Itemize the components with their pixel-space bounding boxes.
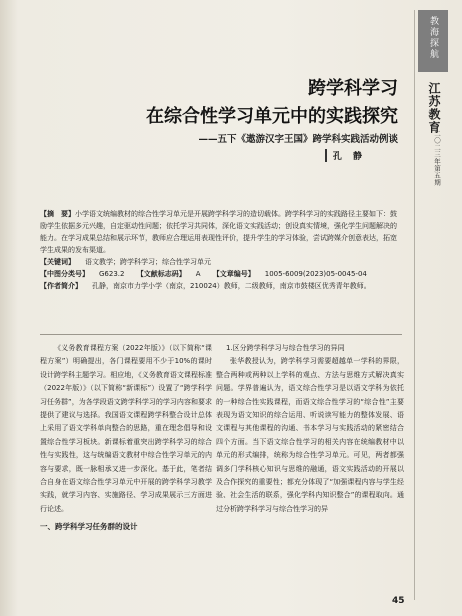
author-info-text: 孔静，南京市力学小学（南京，210024）教师，二级教师，南京市鼓楼区优秀青年教师。	[92, 282, 371, 290]
body-column-left	[40, 342, 212, 534]
author-info-label: 【作者简介】	[40, 282, 82, 290]
doc-code-group	[137, 270, 201, 278]
article-title-line1: 跨学科学习	[308, 78, 398, 99]
body-column-right	[216, 342, 404, 516]
keywords-label: 【关键词】	[40, 258, 75, 266]
clc-value: G623.2	[99, 270, 125, 278]
article-title-line2: 在综合性学习单元中的实践探究	[146, 106, 398, 127]
classification-line	[40, 268, 402, 280]
abstract-text: 小学语文统编教材的综合性学习单元是开展跨学科学习的造切载体。跨学科学习的实践路径主要如下：鼓励学生依据多元兴趣，自定驱动性问题；依托学习共同体，深化语文实践活动；创设真实情境，强化学生问题解决的能力。在学习成果总结和展示环节，教师应合理运用表现性评价，提升学生的学习体验，尝试跨媒介创意表达，拓宽学生成果的发布渠道。	[40, 210, 397, 254]
article-author: 孔 静	[325, 149, 366, 162]
body-paragraph: 《义务教育课程方案（2022年版）》（以下简称“课程方案”）明确提出，各门课程要用不少于10%的课时设计跨学科主题学习。相应地，《义务教育语文课程标准（2022年版）》（以下简称“新课标”）设置了“跨学科学习任务群”，为各学段语文跨学科学习的学习内容和要求提供了建议与选择。我国语文课程跨学科整合设计总体上采用了语文学科单向整合的思路，重在理念倡导和设置综合性学习板块。新课标着重突出跨学科学习的综合性与实践性，这与统编语文教材中综合性学习单元的内容与要求，既一脉相承又进一步深化。基于此，笔者结合自身在语文综合性学习单元中开展的跨学科学习教学实践，就学习内容、实施路径、学习成果展示三方面进行论述。	[40, 344, 212, 513]
author-info-line	[40, 280, 402, 292]
clc-label: 【中图分类号】	[40, 270, 89, 278]
page-number: 45	[392, 596, 405, 606]
journal-issue: 二〇二三年第五期	[433, 130, 441, 186]
body-paragraph: 张华教授认为，跨学科学习需要超越单一学科的界限，整合两种或两种以上学科的观点、方法与思维方式解决真实问题。学界普遍认为，语文综合性学习是以语文学科为依托的一种综合性实践课程，而语文综合性学习的“综合性”主要表现为语文知识的综合运用、听说读写能力的整体发展、语文课程与其他课程的沟通、书本学习与实践活动的紧密结合四个方面。当下语文综合性学习的相关内容在统编教材中以单元的形式编排，统称为综合性学习单元。可见，两者都强调多门学科核心知识与思维的融通，语文实践活动的开展以及合作探究的重要性；都充分体现了“加强课程内容与学生经验、社会生活的联系，强化学科内知识整合”的课程取向。通过分析跨学科学习与综合性学习的异	[216, 357, 404, 513]
article-subtitle: ——五下《遨游汉字王国》跨学科实践活动例谈	[198, 134, 398, 145]
margin-rule	[414, 10, 415, 600]
abstract-divider	[40, 334, 402, 335]
keywords-line	[40, 256, 402, 268]
abstract-label: 【摘 要】	[40, 210, 75, 218]
keywords-text: 语文教学；跨学科学习；综合性学习单元	[85, 258, 211, 266]
abstract-paragraph	[40, 208, 402, 256]
clc-group	[40, 270, 124, 278]
article-no-value: 1005-6009(2023)05-0045-04	[264, 270, 367, 278]
section-heading: 一、跨学科学习任务群的设计	[40, 522, 138, 532]
article-no-label: 【文章编号】	[212, 270, 255, 278]
journal-name: 江苏教育	[427, 82, 441, 134]
doc-code-value: A	[195, 270, 201, 278]
doc-code-label: 【文献标志码】	[136, 270, 186, 278]
abstract-block	[40, 208, 402, 292]
subsection-heading: 1.区分跨学科学习与综合性学习的异同	[226, 344, 345, 352]
section-tab	[418, 10, 448, 72]
article-no-group	[213, 270, 367, 278]
section-tab-label: 教海探航	[428, 16, 438, 60]
